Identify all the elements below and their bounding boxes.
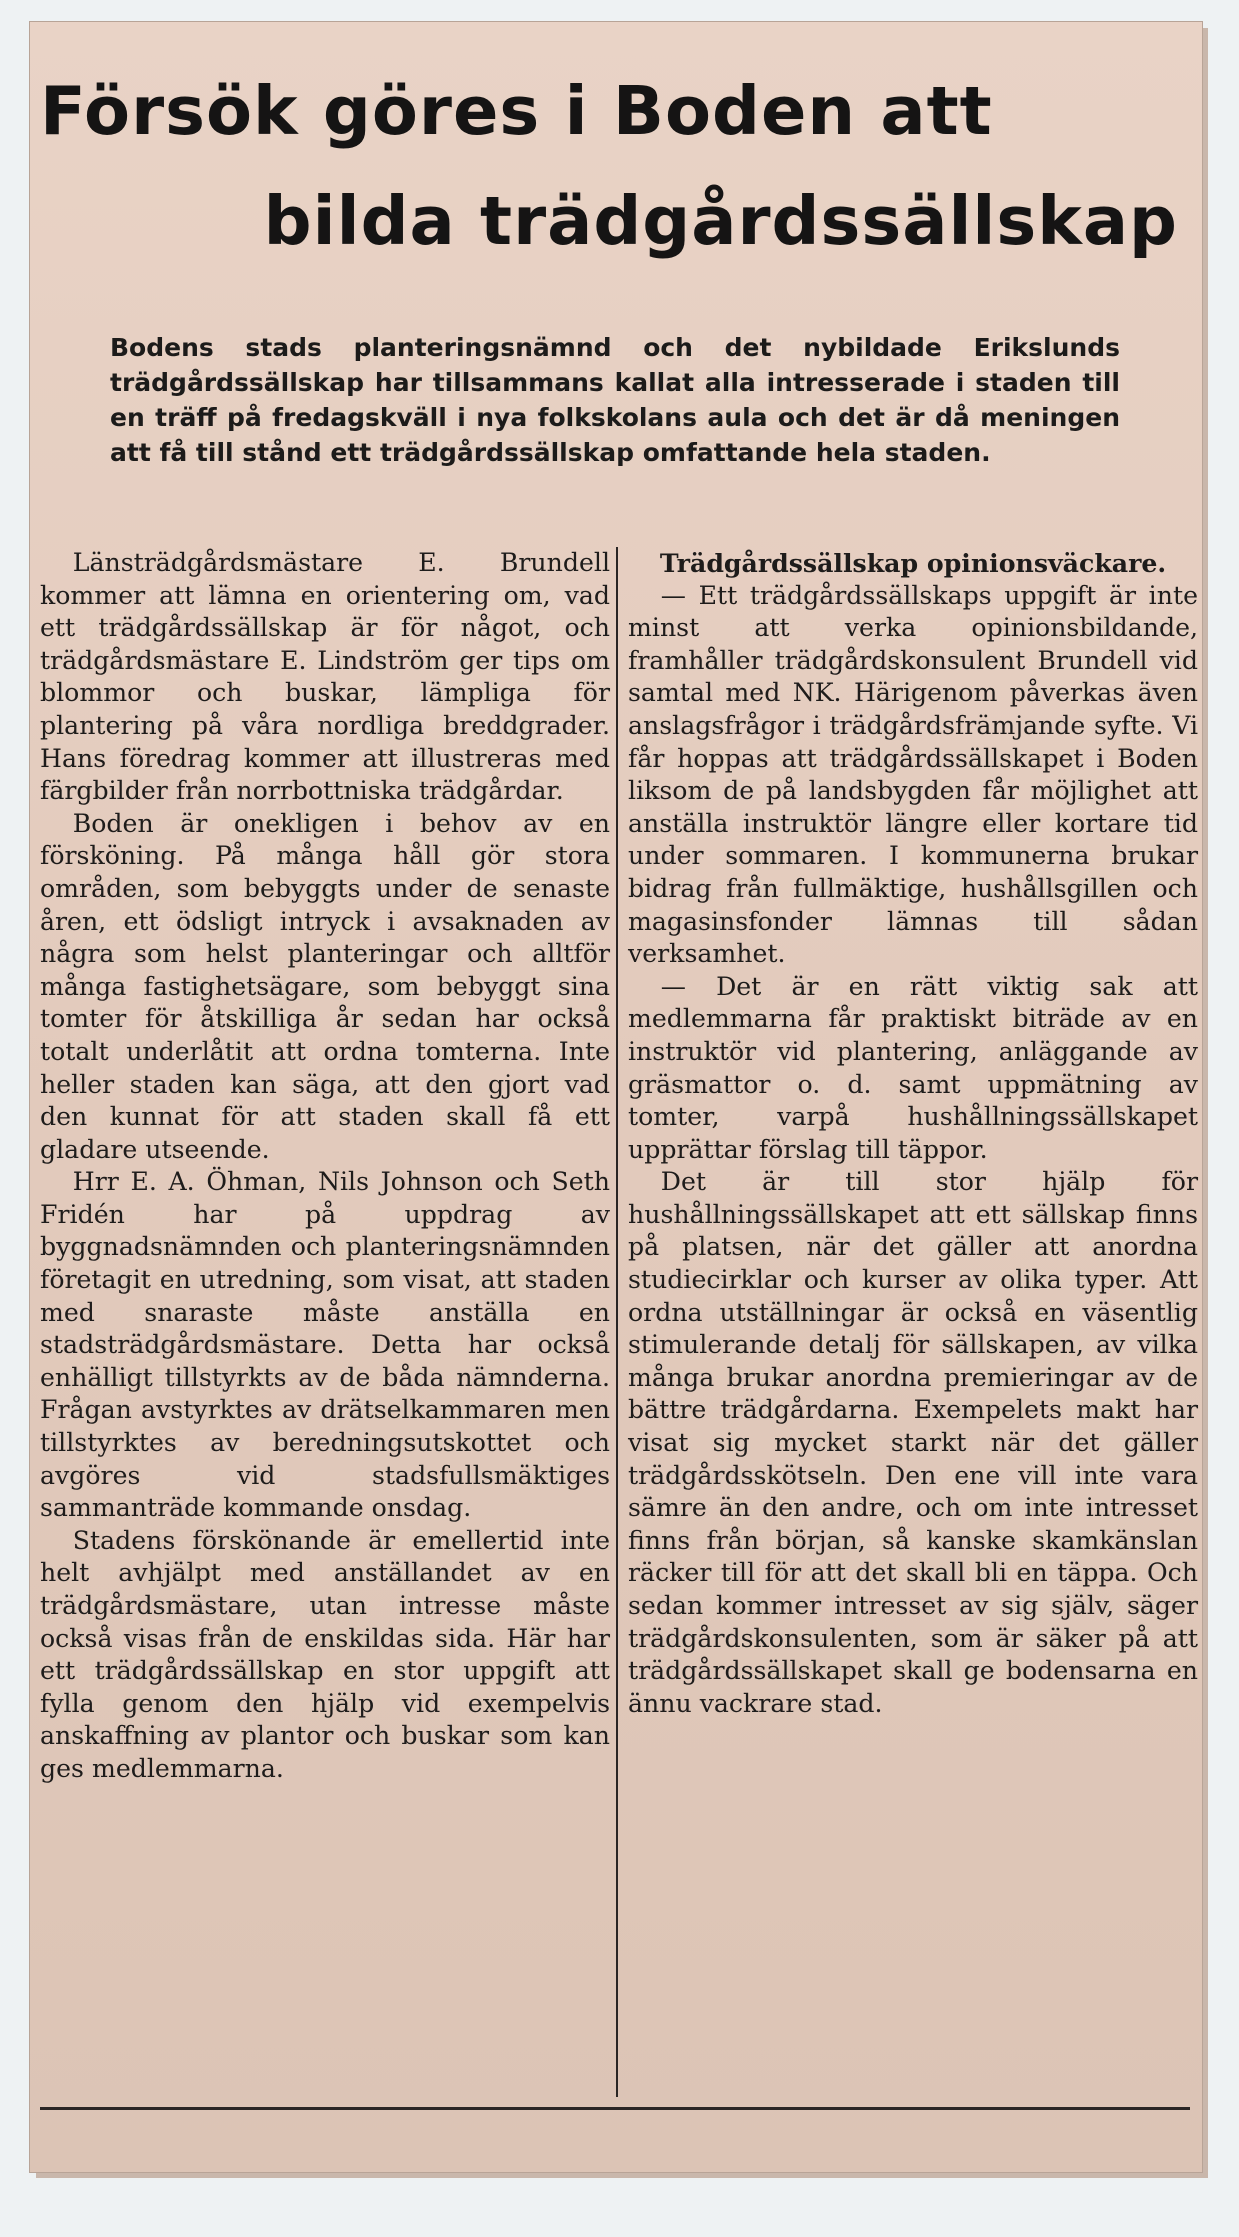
left-paragraph-2: Boden är onekligen i behov av en försköning. På många håll gör stora områden, som bebyggts under de senaste åren, ett ödsligt intryck i avsaknaden av några som helst planteringar och alltför många fastighetsägare, som bebyggt sina tomter för åtskilliga år sedan har också totalt underlåtit att ordna tomterna. Inte heller staden kan säga, att den gjort vad den kunnat för att staden skall få ett gladare utseende.	[40, 808, 610, 1164]
newspaper-clipping	[30, 22, 1202, 2172]
lead-paragraph: Bodens stads planteringsnämnd och det nybildade Erikslunds trädgårdssällskap har tillsammans kallat alla intresserade i staden till en träff på fredagskväll i nya folkskolans aula och det är då meningen att få till stånd ett trädgårdssällskap omfattande hela staden.	[110, 333, 1120, 467]
headline-line-2: bilda trädgårdssällskap	[263, 182, 1178, 260]
column-divider	[616, 547, 618, 2097]
bottom-rule	[40, 2107, 1190, 2110]
headline-line-1: Försök göres i Boden att	[40, 72, 993, 150]
left-paragraph-4: Stadens förskönande är emellertid inte helt avhjälpt med anställandet av en trädgårdsmästare, utan intresse måste också visas från de enskildas sida. Här har ett trädgårdssällskap en stor uppgift att fylla genom den hjälp vid exempelvis anskaffning av plantor och buskar som kan ges medlemmarna.	[40, 1525, 610, 1783]
left-paragraph-1: Länsträdgårdsmästare E. Brundell kommer att lämna en orientering om, vad ett trädgårdssällskap är för något, och trädgårdsmästare E. Lindström ger tips om blommor och buskar, lämpliga för plantering på våra nordliga breddgrader. Hans föredrag kommer att illustreras med färgbilder från norrbottniska trädgårdar.	[40, 548, 610, 806]
right-column	[628, 547, 1198, 1720]
left-column	[40, 547, 610, 1786]
right-paragraph-3: Det är till stor hjälp för hushållningssällskapet att ett sällskap finns på platsen, när det gäller att anordna studiecirklar och kurser av olika typer. Att ordna utställningar är också en väsentlig stimulerande detalj för sällskapen, av vilka många brukar anordna premieringar av de bättre trädgårdarna. Exempelets makt har visat sig mycket starkt när det gäller trädgårdsskötseln. Den ene vill inte vara sämre än den andre, och om inte intresset finns från början, så kanske skamkänslan räcker till för att det skall bli en täppa. Och sedan kommer intresset av sig själv, säger trädgårdskonsulenten, som är säker på att trädgårdssällskapet skall ge bodensarna en ännu vackrare stad.	[628, 1167, 1198, 1718]
left-paragraph-3: Hrr E. A. Öhman, Nils Johnson och Seth Fridén har på uppdrag av byggnadsnämnden och planteringsnämnden företagit en utredning, som visat, att staden med snaraste måste anställa en stadsträdgårdsmästare. Detta har också enhälligt tillstyrkts av de båda nämnderna. Frågan avstyrktes av drätselkammaren men tillstyrktes av beredningsutskottet och avgöres vid stadsfullsmäktiges sammanträde kommande onsdag.	[40, 1167, 610, 1523]
right-paragraph-1: — Ett trädgårdssällskaps uppgift är inte minst att verka opinionsbildande, framhåller trädgårdskonsulent Brundell vid samtal med NK. Härigenom påverkas även anslagsfrågor i trädgårdsfrämjande syfte. Vi får hoppas att trädgårdssällskapet i Boden liksom de på landsbygden får möjlighet att anställa instruktör längre eller kortare tid under sommaren. I kommunerna brukar bidrag från fullmäktige, hushållsgillen och magasinsfonder lämnas till sådan verksamhet.	[628, 580, 1198, 969]
subheading: Trädgårdssällskap opinionsväckare.	[659, 548, 1167, 578]
right-paragraph-2: — Det är en rätt viktig sak att medlemmarna får praktiskt biträde av en instruktör vid plantering, anläggande av gräsmattor o. d. samt uppmätning av tomter, varpå hushållningssällskapet upprättar förslag till täppor.	[628, 971, 1198, 1164]
